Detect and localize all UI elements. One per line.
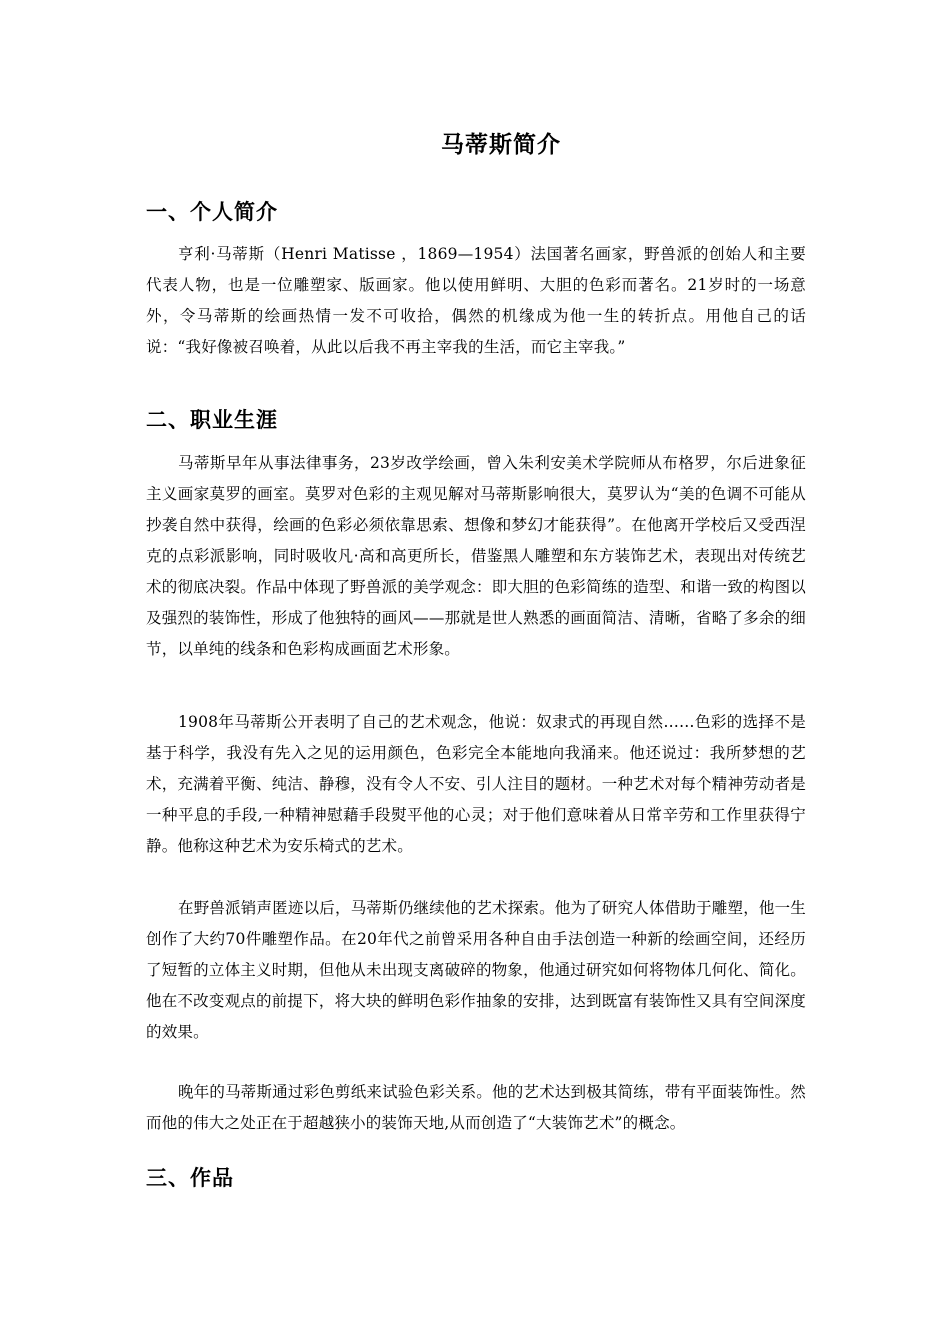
paragraph-career-4: 晚年的马蒂斯通过彩色剪纸来试验色彩关系。他的艺术达到极其简练，带有平面装饰性。然而他的伟大之处正在于超越狭小的装饰天地,从而创造了“大装饰艺术”的概念。 — [146, 1083, 807, 1132]
paragraph-profile: 亨利·马蒂斯（Henri Matisse ，1869—1954）法国著名画家，野兽派的创始人和主要代表人物，也是一位雕塑家、版画家。他以使用鲜明、大胆的色彩而著名。21岁时的一场意外，令马蒂斯的绘画热情一发不可收拾，偶然的机缘成为他一生的转折点。用他自己的话说：“我好像被召唤着，从此以后我不再主宰我的生活，而它主宰我。” — [146, 245, 806, 356]
section-heading-profile: 一、个人简介 — [146, 199, 278, 224]
paragraph-career-1: 马蒂斯早年从事法律事务，23岁改学绘画，曾入朱利安美术学院师从布格罗，尔后进象征主义画家莫罗的画室。莫罗对色彩的主观见解对马蒂斯影响很大，莫罗认为“美的色调不可能从抄袭自然中获得，绘画的色彩必须依靠思索、想像和梦幻才能获得”。在他离开学校后又受西涅克的点彩派影响，同时吸收凡·高和高更所长，借鉴黑人雕塑和东方装饰艺术，表现出对传统艺术的彻底决裂。作品中体现了野兽派的美学观念：即大胆的色彩简练的造型、和谐一致的构图以及强烈的装饰性，形成了他独特的画风——那就是世人熟悉的画面简洁、清晰，省略了多余的细节，以单纯的线条和色彩构成画面艺术形象。 — [146, 454, 806, 658]
section-heading-career: 二、职业生涯 — [146, 407, 278, 432]
page-title: 马蒂斯简介 — [441, 131, 561, 158]
section-heading-works: 三、作品 — [146, 1165, 234, 1190]
paragraph-career-3: 在野兽派销声匿迹以后，马蒂斯仍继续他的艺术探索。他为了研究人体借助于雕塑，他一生创作了大约70件雕塑作品。在20年代之前曾采用各种自由手法创造一种新的绘画空间，还经历了短暂的立体主义时期，但他从未出现支离破碎的物象，他通过研究如何将物体几何化、简化。他在不改变观点的前提下，将大块的鲜明色彩作抽象的安排，达到既富有装饰性又具有空间深度的效果。 — [146, 899, 807, 1041]
paragraph-career-2: 1908年马蒂斯公开表明了自己的艺术观念，他说：奴隶式的再现自然……色彩的选择不是基于科学，我没有先入之见的运用颜色，色彩完全本能地向我涌来。他还说过：我所梦想的艺术，充满着平衡、纯洁、静穆，没有令人不安、引人注目的题材。一种艺术对每个精神劳动者是一种平息的手段,一种精神慰藉手段熨平他的心灵；对于他们意味着从日常辛劳和工作里获得宁静。他称这种艺术为安乐椅式的艺术。 — [146, 713, 806, 855]
